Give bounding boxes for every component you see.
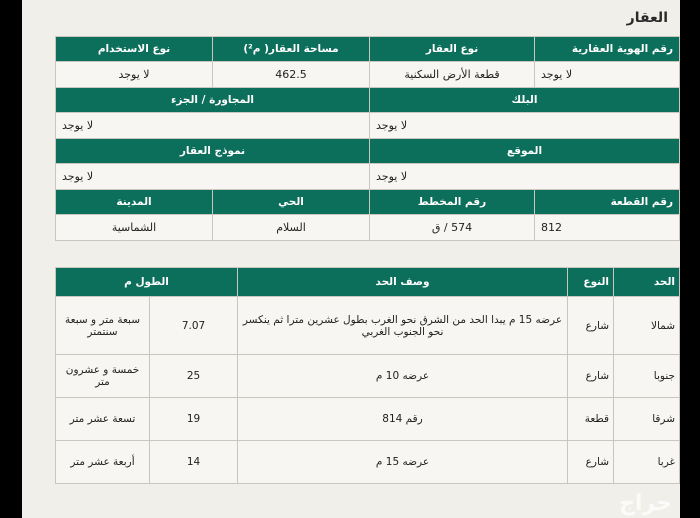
header-property-id: رقم الهوية العقارية: [535, 37, 680, 62]
header-usage-type: نوع الاستخدام: [56, 37, 213, 62]
header-length: الطول م: [56, 268, 238, 297]
cell-description: عرضه 10 م: [238, 355, 568, 398]
property-info-table: [55, 36, 680, 241]
value-city: الشماسية: [56, 215, 213, 241]
header-area: مساحة العقار( م²): [213, 37, 370, 62]
cell-type: قطعة: [568, 398, 614, 441]
cell-type: شارع: [568, 441, 614, 484]
header-location: الموقع: [370, 139, 680, 164]
header-model: نموذج العقار: [56, 139, 370, 164]
header-description: وصف الحد: [238, 268, 568, 297]
value-plan-number: 574 / ق: [370, 215, 535, 241]
value-plot-number: 812: [535, 215, 680, 241]
header-type: النوع: [568, 268, 614, 297]
boundaries-table: [55, 267, 680, 484]
cell-length: 7.07: [150, 297, 238, 355]
header-bank: البلك: [370, 88, 680, 113]
cell-side: شمالا: [614, 297, 680, 355]
value-adjacent: لا يوجد: [56, 113, 370, 139]
header-plot-number: رقم القطعة: [535, 190, 680, 215]
header-side: الحد: [614, 268, 680, 297]
cell-length-words: أربعة عشر متر: [56, 441, 150, 484]
section-title: العقار: [626, 10, 668, 26]
cell-description: عرضه 15 م يبدا الحد من الشرق نحو الغرب بطول عشرين مترا ثم ينكسر نحو الجنوب الغربي: [238, 297, 568, 355]
watermark: حراج: [619, 491, 672, 516]
document-page: [22, 0, 680, 518]
header-plan-number: رقم المخطط: [370, 190, 535, 215]
cell-length-words: خمسة و عشرون متر: [56, 355, 150, 398]
header-district: الحي: [213, 190, 370, 215]
cell-type: شارع: [568, 355, 614, 398]
value-district: السلام: [213, 215, 370, 241]
cell-description: رقم 814: [238, 398, 568, 441]
cell-side: جنوبا: [614, 355, 680, 398]
value-bank: لا يوجد: [370, 113, 680, 139]
header-adjacent: المجاورة / الجزء: [56, 88, 370, 113]
cell-length: 25: [150, 355, 238, 398]
cell-length: 19: [150, 398, 238, 441]
table-row: [56, 355, 680, 398]
value-usage-type: لا يوجد: [56, 62, 213, 88]
table-row: [56, 441, 680, 484]
cell-length: 14: [150, 441, 238, 484]
cell-length-words: سبعة متر و سبعة سنتمتر: [56, 297, 150, 355]
table-row: [56, 398, 680, 441]
header-city: المدينة: [56, 190, 213, 215]
cell-side: غربا: [614, 441, 680, 484]
value-area: 462.5: [213, 62, 370, 88]
cell-type: شارع: [568, 297, 614, 355]
cell-length-words: تسعة عشر متر: [56, 398, 150, 441]
table-row: [56, 297, 680, 355]
value-location: لا يوجد: [370, 164, 680, 190]
cell-side: شرقا: [614, 398, 680, 441]
cell-description: عرضه 15 م: [238, 441, 568, 484]
header-property-type: نوع العقار: [370, 37, 535, 62]
value-property-type: قطعة الأرض السكنية: [370, 62, 535, 88]
value-model: لا يوجد: [56, 164, 370, 190]
value-property-id: لا يوجد: [535, 62, 680, 88]
